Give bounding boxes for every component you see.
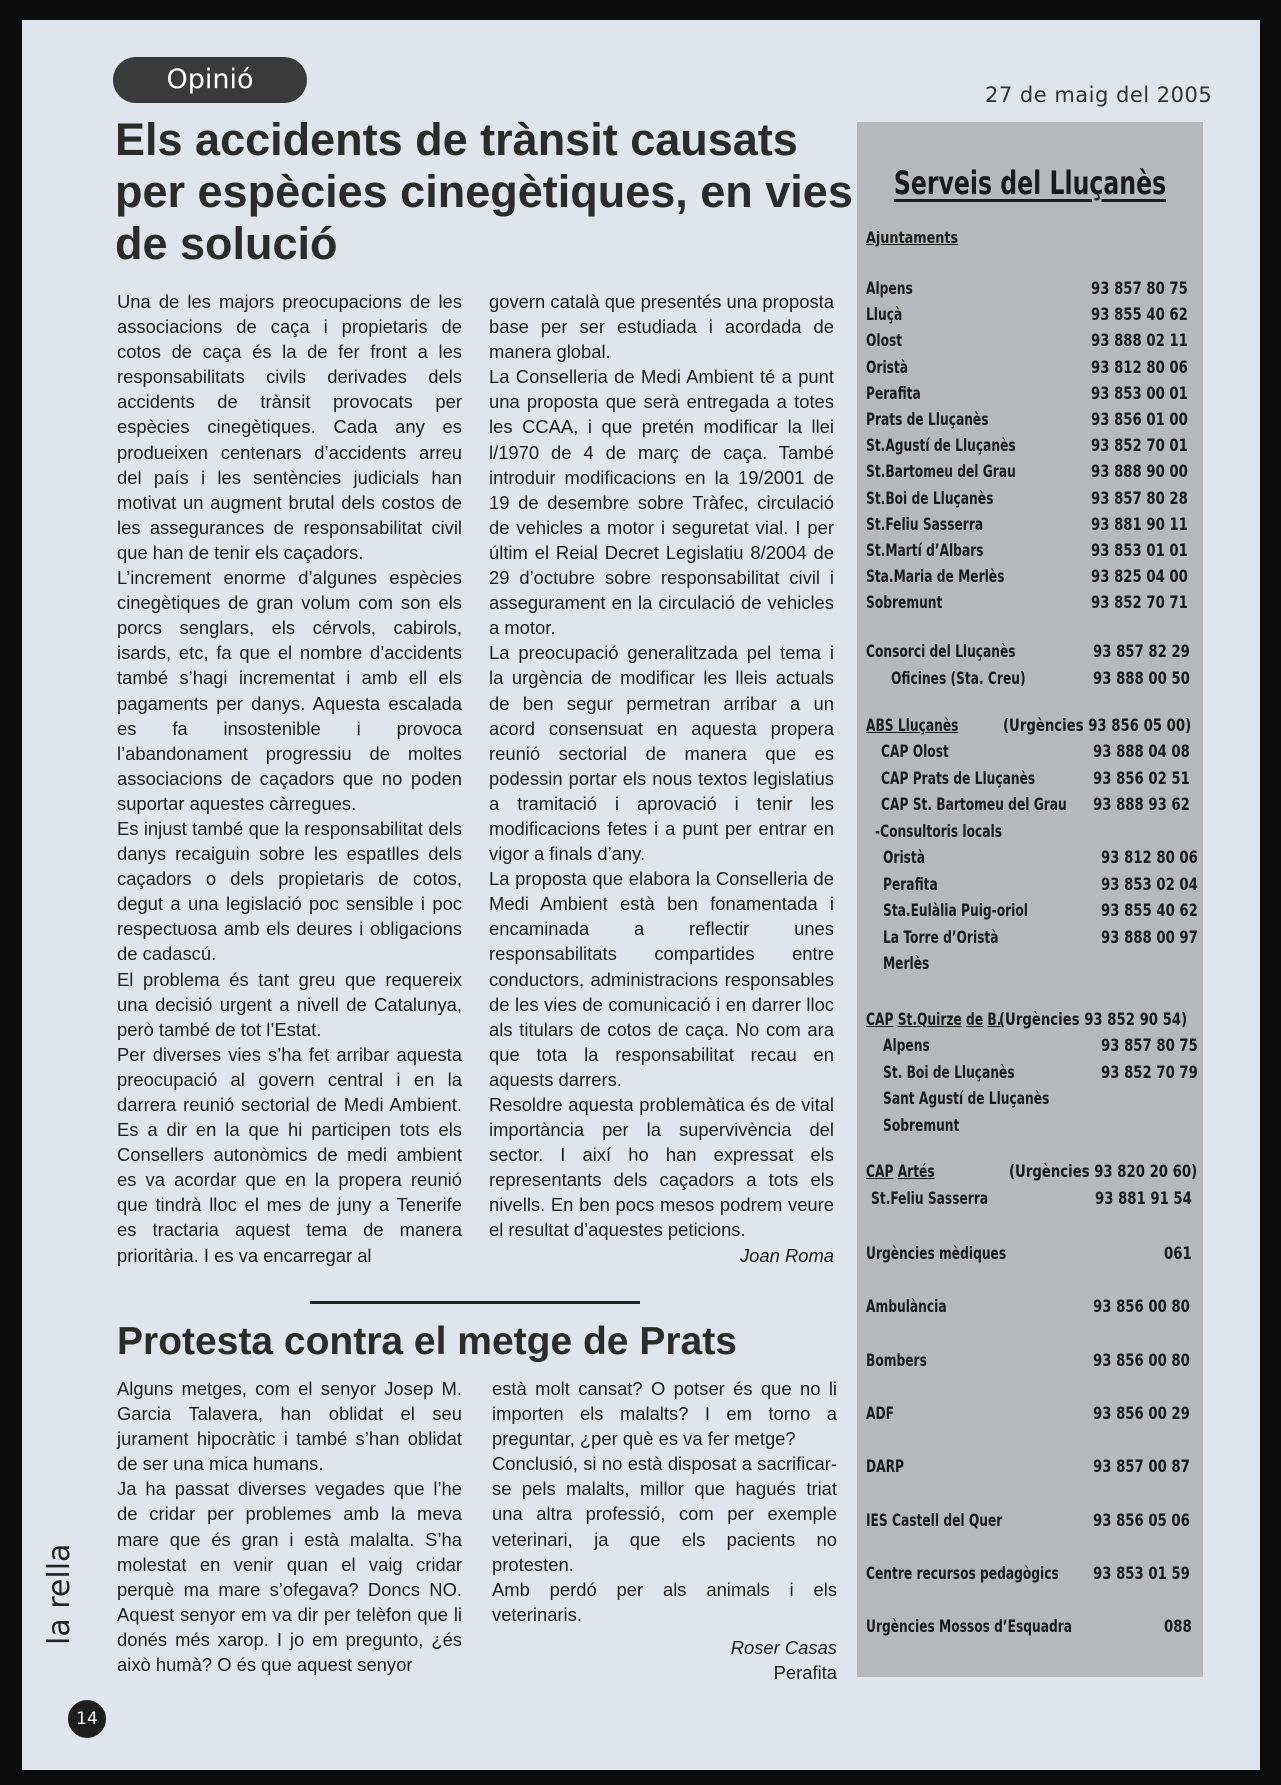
directory-row bbox=[857, 462, 1203, 488]
cap-artes-word: Artés bbox=[897, 1162, 935, 1182]
entry-name: St.Feliu Sasserra bbox=[866, 514, 984, 535]
entry-name: CAP St. Bartomeu del Grau bbox=[881, 795, 1067, 815]
sidebar-title: Serveis del Lluçanès bbox=[893, 164, 1167, 202]
cap-artes-name bbox=[866, 1162, 935, 1182]
entry-name: Oficines (Sta. Creu) bbox=[891, 668, 1026, 689]
entry-phone: 93 855 40 62 bbox=[1101, 901, 1198, 921]
paragraph: està molt cansat? O potser és que no li importen els malalts? I em torno a preguntar, ¿per què es va fer metge? bbox=[492, 1378, 837, 1450]
directory-row bbox=[857, 331, 1203, 357]
entry-phone: 93 855 40 62 bbox=[1091, 305, 1188, 326]
entry-phone: 93 857 82 29 bbox=[1093, 642, 1190, 662]
entry-phone: 93 881 91 54 bbox=[1095, 1189, 1192, 1209]
entry-phone: 93 812 80 06 bbox=[1091, 357, 1188, 378]
entry-phone: 93 856 05 06 bbox=[1093, 1510, 1190, 1531]
article-title: Els accidents de trànsit causats per espècies cinegètiques, en vies de solució bbox=[115, 114, 853, 269]
directory-row bbox=[857, 410, 1203, 436]
directory-row bbox=[857, 769, 1203, 795]
directory-row bbox=[857, 489, 1203, 515]
entry-name: St.Agustí de Lluçanès bbox=[866, 436, 1016, 457]
directory-row bbox=[857, 358, 1203, 384]
abs-header bbox=[857, 716, 1203, 742]
entry-phone: 93 856 00 80 bbox=[1093, 1350, 1190, 1371]
directory-row bbox=[857, 742, 1203, 768]
directory-row bbox=[857, 901, 1203, 927]
entry-name: Ambulància bbox=[866, 1297, 947, 1318]
entry-name: Consorci del Lluçanès bbox=[866, 642, 1016, 662]
entry-name: St.Martí d’Albars bbox=[866, 541, 984, 561]
directory-row bbox=[857, 1351, 1203, 1377]
paragraph: La proposta que elabora la Conselleria de Medi Ambient està ben fonamentada i encaminada a reflectir unes responsabilitats compartides entre conductors, administracions responsables de les vies de comunicació i en darrer lloc als titulars de cotos de caça. No com ara que tota la responsabilitat recau en aquests darrers. bbox=[489, 868, 834, 1090]
entry-phone: 93 856 01 00 bbox=[1091, 410, 1188, 430]
directory-row bbox=[857, 1457, 1203, 1483]
paragraph: govern català que presentés una proposta base per ser estudiada i acordada de manera global. bbox=[489, 291, 834, 363]
entry-phone: 93 888 00 97 bbox=[1101, 927, 1198, 948]
paragraph: Resoldre aquesta problemàtica és de vital importància per la supervivència del sector. I així ho han expressat els representants dels caçadors a tots els nivells. En ben pocs mesos podrem veure el resultat d’aquestes peticions. bbox=[489, 1094, 834, 1241]
article2-column-2 bbox=[492, 1376, 837, 1685]
entry-phone: 93 888 93 62 bbox=[1093, 795, 1190, 815]
entry-name: Prats de Lluçanès bbox=[866, 410, 989, 430]
paragraph: Ja ha passat diverses vegades que l’he de cridar per problemes amb la meva mare que és gran i està malalta. S’ha molestat en venir quan el vaig cridar perquè ma mare s’ofegava? Doncs NO. Aquest senyor em va dir per telèfon que li donés més xarop. I jo em pregunto, ¿és això humà? O és que aquest senyor bbox=[117, 1478, 462, 1676]
directory-row bbox=[857, 1189, 1203, 1215]
entry-phone: 93 857 80 75 bbox=[1101, 1036, 1198, 1056]
directory-row bbox=[857, 1617, 1203, 1643]
paragraph: Per diverses vies s’ha fet arribar aquesta preocupació al govern central i en la darrera reunió sectorial de Medi Ambient. Es a dir en la que hi participen tots els Consellers autonòmics de medi ambient es va acordar que en la propera reunió que tindrà lloc el mes de juny a Tenerife es tractaria aquest tema de manera prioritària. I es va encarregar al bbox=[117, 1043, 462, 1266]
abs-urgencies: (Urgències 93 856 05 00) bbox=[1003, 716, 1192, 736]
page-number: 14 bbox=[68, 1700, 106, 1738]
entry-name: Sant Agustí de Lluçanès bbox=[883, 1089, 1050, 1109]
publication-name: la rella bbox=[42, 1543, 77, 1645]
paragraph: L’increment enorme d’algunes espècies cinegètiques de gran volum com son els porcs senglars, els cérvols, cabirols, isards, etc, fa que el nombre d’accidents també s’hagi incrementat i amb ell els pagaments per danys. Aquesta escalada es fa insostenible i provoca l’abandonament progressiu de moltes associacions de caçadors que no poden suportar aquestes càrregues. bbox=[117, 567, 462, 814]
abs-name: ABS Lluçanès bbox=[866, 716, 959, 736]
article-author: Joan Roma bbox=[739, 1244, 834, 1266]
entry-phone: 93 812 80 06 bbox=[1101, 848, 1198, 868]
article-column-2 bbox=[489, 289, 834, 1268]
article-column-1 bbox=[117, 289, 462, 1268]
entry-name: DARP bbox=[866, 1457, 905, 1478]
services-sidebar bbox=[857, 122, 1203, 1677]
directory-row bbox=[857, 1036, 1203, 1062]
directory-row bbox=[857, 567, 1203, 593]
paragraph: Una de les majors preocupacions de les associacions de caça i propietaris de cotos de caça és la de fer front a les responsabilitats civils derivades dels accidents de trànsit provocats per espècies cinegètiques. Cada any es produeixen centenars d’accidents arreu del país i les sentències judicials han motivat un augment brutal dels costos de les assegurances de responsabilitat civil que han de tenir els caçadors. bbox=[117, 291, 462, 563]
entry-name: St.Feliu Sasserra bbox=[871, 1189, 989, 1209]
entry-phone: 93 856 02 51 bbox=[1093, 768, 1190, 789]
directory-row bbox=[857, 669, 1203, 695]
cap-artes-word: CAP bbox=[866, 1162, 894, 1182]
entry-name: Alpens bbox=[866, 279, 913, 299]
directory-row bbox=[857, 1244, 1203, 1270]
paragraph: La Conselleria de Medi Ambient té a punt una proposta que serà entregada a totes les CCAA, i que pretén modificar la llei l/1970 de 4 de març de caça. També introduir modificacions en la 19/2001 de 19 de desembre sobre Tràfec, circulació de vehicles a motor i seguretat vial. I per últim el Reial Decret Legislatiu 8/2004 de 29 d’octubre sobre responsabilitat civil i assegurament en la circulació de vehicles a motor. bbox=[489, 366, 834, 639]
entry-name: Urgències mèdiques bbox=[866, 1244, 1007, 1264]
directory-row bbox=[857, 1063, 1203, 1089]
directory-row bbox=[857, 593, 1203, 619]
cap-quirze-word: B. bbox=[987, 1010, 1002, 1030]
entry-phone: 93 852 70 01 bbox=[1091, 436, 1188, 457]
section-divider bbox=[310, 1301, 640, 1304]
article2-author: Roser Casas bbox=[730, 1636, 837, 1658]
entry-phone: 93 853 01 01 bbox=[1091, 541, 1188, 561]
entry-name: Perafita bbox=[866, 383, 921, 404]
directory-row bbox=[857, 1564, 1203, 1590]
entry-phone: 061 bbox=[1164, 1244, 1192, 1264]
entry-name: Merlès bbox=[883, 954, 930, 974]
cap-artes-urgencies: (Urgències 93 820 20 60) bbox=[1009, 1162, 1198, 1182]
paragraph: Es injust també que la responsabilitat dels danys recaiguin sobre les espatlles dels caçadors o dels propietaris de cotos, degut a una legislació poc sensible i poc respectuosa amb els deures i obligacions de cadascú. bbox=[117, 817, 462, 965]
entry-phone: 93 857 00 87 bbox=[1093, 1457, 1190, 1478]
paragraph: Amb perdó per als animals i els veterinaris. bbox=[492, 1578, 837, 1625]
entry-name: Oristà bbox=[883, 848, 926, 868]
entry-phone: 93 888 00 50 bbox=[1093, 668, 1190, 689]
directory-row bbox=[857, 1089, 1203, 1115]
entry-name: Lluçà bbox=[866, 305, 903, 326]
cap-quirze-word: de bbox=[966, 1010, 984, 1030]
directory-row bbox=[857, 1511, 1203, 1537]
entry-name: Sobremunt bbox=[866, 593, 943, 614]
entry-phone: 93 825 04 00 bbox=[1091, 567, 1188, 588]
entry-phone: 93 888 02 11 bbox=[1091, 331, 1188, 352]
entry-phone: 93 852 70 71 bbox=[1091, 593, 1188, 614]
article2-column-1 bbox=[117, 1376, 462, 1677]
cap-artes-header bbox=[857, 1162, 1203, 1188]
directory-row bbox=[857, 875, 1203, 901]
directory-row bbox=[857, 1297, 1203, 1323]
directory-row bbox=[857, 822, 1203, 848]
entry-phone: 93 853 02 04 bbox=[1101, 874, 1198, 895]
directory-row bbox=[857, 928, 1203, 954]
entry-phone: 93 852 70 79 bbox=[1101, 1062, 1198, 1083]
entry-phone: 93 856 00 80 bbox=[1093, 1297, 1190, 1318]
entry-name: Centre recursos pedagògics bbox=[866, 1563, 1059, 1584]
entry-name: CAP Prats de Lluçanès bbox=[881, 768, 1036, 789]
entry-name: ADF bbox=[866, 1403, 895, 1424]
entry-phone: 93 888 04 08 bbox=[1093, 742, 1190, 762]
directory-row bbox=[857, 515, 1203, 541]
directory-row bbox=[857, 384, 1203, 410]
directory-row bbox=[857, 1116, 1203, 1142]
directory-row bbox=[857, 305, 1203, 331]
paragraph: Conclusió, si no està disposat a sacrificar-se pels malalts, millor que hagués triat una altra professió, com per exemple veterinari, ja que els pacients no protesten. bbox=[492, 1453, 837, 1575]
entry-name: Alpens bbox=[883, 1036, 930, 1056]
entry-name: Perafita bbox=[883, 874, 938, 895]
section-badge: Opinió bbox=[113, 57, 307, 103]
entry-phone: 93 857 80 75 bbox=[1091, 279, 1188, 299]
directory-row bbox=[857, 541, 1203, 567]
article2-author-place: Perafita bbox=[773, 1662, 837, 1684]
entry-phone: 93 888 90 00 bbox=[1091, 462, 1188, 483]
directory-row bbox=[857, 848, 1203, 874]
issue-date: 27 de maig del 2005 bbox=[985, 83, 1213, 107]
directory-row bbox=[857, 436, 1203, 462]
entry-name: St.Bartomeu del Grau bbox=[866, 462, 1016, 483]
cap-quirze-urgencies: (Urgències 93 852 90 54) bbox=[999, 1010, 1188, 1030]
directory-row bbox=[857, 1404, 1203, 1430]
cap-quirze-header bbox=[857, 1010, 1203, 1036]
directory-row bbox=[857, 954, 1203, 980]
paragraph: Alguns metges, com el senyor Josep M. Garcia Talavera, han oblidat el seu jurament hipocràtic i també s’han oblidat de ser una mica humans. bbox=[117, 1378, 462, 1475]
entry-name: CAP Olost bbox=[881, 742, 949, 762]
directory-row bbox=[857, 642, 1203, 668]
entry-name: La Torre d’Oristà bbox=[883, 927, 999, 948]
paragraph: La preocupació generalitzada pel tema i la urgència de modificar les lleis actuals de ben segur permetran arribar a un acord consensuat en aquesta propera reunió sectorial de manera que es podessin portar els nous textos legislatius a tramitació i aprovació i tenir les modificacions fetes i a punt per entrar en vigor a finals d’any. bbox=[489, 642, 834, 865]
entry-name: Oristà bbox=[866, 357, 909, 378]
directory-row bbox=[857, 795, 1203, 821]
entry-name: IES Castell del Quer bbox=[866, 1510, 1003, 1531]
entry-name: Sta.Eulàlia Puig-oriol bbox=[883, 901, 1028, 921]
entry-phone: 93 881 90 11 bbox=[1091, 514, 1188, 535]
entry-name: Urgències Mossos d’Esquadra bbox=[866, 1617, 1073, 1638]
entry-phone: 088 bbox=[1164, 1617, 1192, 1638]
entry-name: Bombers bbox=[866, 1350, 927, 1371]
cap-quirze-word: CAP bbox=[866, 1010, 894, 1030]
cap-quirze-word: St.Quirze bbox=[897, 1010, 962, 1030]
cap-quirze-name bbox=[866, 1010, 1001, 1030]
entry-phone: 93 856 00 29 bbox=[1093, 1403, 1190, 1424]
sidebar-subtitle: Ajuntaments bbox=[866, 228, 959, 247]
entry-phone: 93 853 01 59 bbox=[1093, 1563, 1190, 1584]
entry-name: St. Boi de Lluçanès bbox=[883, 1062, 1015, 1083]
directory-row bbox=[857, 279, 1203, 305]
entry-phone: 93 853 00 01 bbox=[1091, 383, 1188, 404]
entry-name: Olost bbox=[866, 331, 903, 352]
entry-name: -Consultoris locals bbox=[875, 821, 1003, 842]
entry-phone: 93 857 80 28 bbox=[1091, 488, 1188, 509]
entry-name: Sta.Maria de Merlès bbox=[866, 567, 1005, 588]
article2-title: Protesta contra el metge de Prats bbox=[117, 1320, 737, 1363]
entry-name: Sobremunt bbox=[883, 1115, 960, 1136]
paragraph: El problema és tant greu que requereix una decisió urgent a nivell de Catalunya, però també de tot l’Estat. bbox=[117, 968, 462, 1040]
entry-name: St.Boi de Lluçanès bbox=[866, 488, 994, 509]
